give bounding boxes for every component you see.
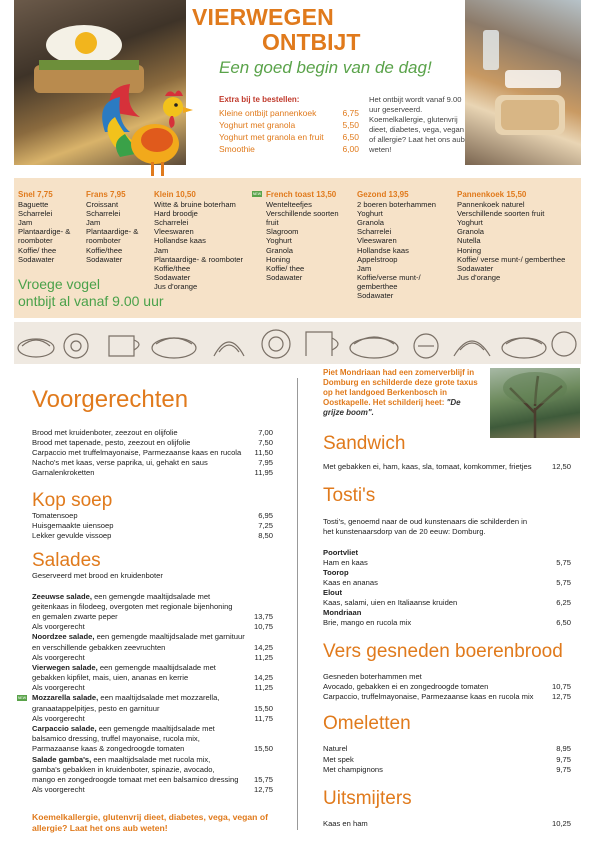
salades-subtitle: Geserveerd met brood en kruidenboter bbox=[32, 571, 163, 580]
tostis-intro: het kunstenaarsdorp van de 20 eeuw: Domburg. bbox=[323, 527, 486, 536]
mondriaan-quote: "De grijze boom". bbox=[323, 398, 461, 417]
breakfast-note: Het ontbijt wordt vanaf 9.00 uur geserveerd. Koemelkallergie, glutenvrij dieet, diabetes, vega, vegan of allergie? Laat het ons aub weten! bbox=[369, 95, 465, 154]
salad-name: Vierwegen salade, bbox=[32, 663, 98, 672]
breakfast-title: French toast 13,50 bbox=[266, 190, 337, 199]
breakfast-column bbox=[357, 190, 449, 300]
breakfast-item: Appelstroop bbox=[357, 254, 398, 264]
salad-desc-text: een gemengde maaltijdsalade met bbox=[96, 724, 215, 733]
breakfast-item: Verschillende soorten bbox=[266, 209, 339, 219]
salad-desc bbox=[32, 693, 219, 702]
menu-row bbox=[323, 819, 571, 828]
menu-row bbox=[32, 511, 273, 520]
salad-desc-text: en verschillende gebakken zeevruchten bbox=[32, 643, 166, 652]
menu-row bbox=[32, 775, 273, 784]
breakfast-item: Pannenkoek naturel bbox=[457, 200, 525, 210]
extras-heading: Extra bij te bestellen: bbox=[219, 95, 300, 104]
menu-item-price: 6,50 bbox=[556, 618, 571, 627]
menu-item-name: Tomatensoep bbox=[32, 511, 78, 520]
menu-row bbox=[323, 692, 571, 701]
menu-item-price: 15,50 bbox=[253, 704, 273, 713]
menu-row bbox=[32, 622, 273, 631]
breakfast-item: Koffie/thee bbox=[154, 263, 191, 273]
breakfast-title: Klein 10,50 bbox=[154, 190, 196, 199]
breakfast-item: Yoghurt bbox=[357, 209, 383, 219]
bread-table-illustration bbox=[465, 0, 581, 165]
menu-row bbox=[32, 612, 273, 621]
menu-item-price: 10,25 bbox=[551, 819, 571, 828]
breakfast-sketch-band bbox=[14, 322, 581, 364]
salad-desc-text: Parmazaanse kaas & zongedroogde tomaten bbox=[32, 744, 185, 753]
salad-desc-text: mango en zongedroogde tomaat met een balsamico dressing bbox=[32, 775, 239, 784]
boerenbrood-intro: Gesneden boterhammen met bbox=[323, 672, 422, 681]
breakfast-item: 2 boeren boterhammen bbox=[357, 200, 436, 210]
breakfast-item: Koffie/ verse munt-/ gemberthee bbox=[457, 254, 566, 264]
salad-desc bbox=[32, 755, 210, 764]
menu-row bbox=[323, 462, 571, 471]
menu-row bbox=[323, 744, 571, 753]
breakfast-item: Witte & bruine boterham bbox=[154, 200, 236, 210]
menu-item-price: 8,50 bbox=[258, 531, 273, 540]
salad-desc-text: een gemengde maaltijdsalade met garnituur bbox=[94, 632, 245, 641]
menu-item-price: 6,95 bbox=[258, 511, 273, 520]
extra-item bbox=[219, 120, 359, 130]
breakfast-item: Wentelteefjes bbox=[266, 200, 312, 210]
menu-item-price: 12,75 bbox=[253, 785, 273, 794]
breakfast-column bbox=[266, 190, 348, 282]
menu-row bbox=[32, 458, 273, 467]
menu-row bbox=[323, 598, 571, 607]
breakfast-item: Plantaardige- & roomboter bbox=[154, 254, 244, 264]
menu-item-name: Huisgemaakte uiensoep bbox=[32, 521, 114, 530]
breakfast-item: Granola bbox=[357, 218, 385, 228]
extra-item bbox=[219, 132, 359, 142]
breakfast-item: Sodawater bbox=[357, 291, 394, 301]
menu-item-price: 10,75 bbox=[551, 682, 571, 691]
salad-desc-text: granaatappelpitjes, pesto en garnituur bbox=[32, 704, 160, 713]
new-badge: NEW bbox=[252, 192, 262, 196]
breakfast-item: Yoghurt bbox=[457, 218, 483, 228]
menu-item-price: 11,75 bbox=[254, 714, 273, 723]
salad-desc bbox=[32, 724, 215, 733]
menu-item-price: 13,75 bbox=[253, 612, 273, 621]
breakfast-item: Scharrelei bbox=[357, 227, 392, 237]
menu-item-price: 8,95 bbox=[556, 744, 571, 753]
menu-row bbox=[32, 704, 273, 713]
salad-desc bbox=[32, 632, 245, 641]
breakfast-item: Plantaardige- & bbox=[86, 227, 139, 237]
menu-row bbox=[323, 755, 571, 764]
section-title-sandwich: Sandwich bbox=[323, 433, 406, 454]
breakfast-column bbox=[18, 190, 84, 264]
breakfast-item: roomboter bbox=[18, 236, 53, 246]
menu-item-name: Nacho's met kaas, verse paprika, ui, gehakt en saus bbox=[32, 458, 208, 467]
breakfast-item: Jus d'orange bbox=[154, 281, 198, 291]
salad-desc-text: een maaltijdsalade met mozzarella, bbox=[98, 693, 220, 702]
menu-item-name: Met gebakken ei, ham, kaas, sla, tomaat, komkommer, frietjes bbox=[323, 462, 532, 471]
salad-desc-text: een maaltijdsalade met rucola mix, bbox=[91, 755, 211, 764]
salad-name: Noordzee salade, bbox=[32, 632, 95, 641]
breakfast-item: Scharrelei bbox=[154, 218, 189, 228]
breakfast-item: Koffie/verse munt-/ bbox=[357, 272, 421, 282]
starter-label: Als voorgerecht bbox=[32, 622, 85, 631]
menu-item-name: Naturel bbox=[323, 744, 348, 753]
menu-item-price: 9,75 bbox=[556, 755, 571, 764]
salad-desc bbox=[32, 663, 216, 672]
menu-item-name: Brie, mango en rucola mix bbox=[323, 618, 412, 627]
tosti-name: Poortvliet bbox=[323, 548, 359, 557]
menu-item-price: 11,95 bbox=[254, 468, 273, 477]
menu-item-price: 15,75 bbox=[253, 775, 273, 784]
breakfast-column bbox=[154, 190, 252, 291]
allergy-notice: Koemelkallergie, glutenvrij dieet, diabetes, vega, vegan of allergie? Laat het ons aub weten! bbox=[32, 812, 268, 833]
menu-item-name: Met champignons bbox=[323, 765, 383, 774]
menu-item-price: 10,75 bbox=[253, 622, 273, 631]
menu-item-price: 7,00 bbox=[258, 428, 273, 437]
salad-desc-text: gamba's gebakken in kruidenboter, spinazie, avocado, bbox=[32, 765, 215, 774]
starter-label: Als voorgerecht bbox=[32, 683, 85, 692]
section-title-omeletten: Omeletten bbox=[323, 713, 411, 734]
extra-name: Yoghurt met granola bbox=[219, 120, 296, 130]
breakfast-title: Frans 7,95 bbox=[86, 190, 126, 199]
breakfast-item: Honing bbox=[266, 254, 291, 264]
salad-desc bbox=[32, 592, 210, 601]
breakfast-item: Hollandse kaas bbox=[357, 245, 409, 255]
menu-row bbox=[323, 682, 571, 691]
menu-row bbox=[32, 531, 273, 540]
menu-item-name: Met spek bbox=[323, 755, 354, 764]
breakfast-item: Plantaardige- & bbox=[18, 227, 71, 237]
menu-item-price: 14,25 bbox=[253, 673, 273, 682]
section-title-tostis: Tosti's bbox=[323, 485, 376, 506]
breakfast-item: roomboter bbox=[86, 236, 121, 246]
salad-name: Zeeuwse salade, bbox=[32, 592, 92, 601]
menu-item-price: 11,50 bbox=[254, 448, 273, 457]
breakfast-item: Nutella bbox=[457, 236, 481, 246]
breakfast-item: fruit bbox=[266, 218, 279, 228]
menu-item-price: 11,25 bbox=[254, 653, 273, 662]
breakfast-item: Baguette bbox=[18, 200, 49, 210]
starter-label: Als voorgerecht bbox=[32, 785, 85, 794]
menu-item-price: 12,75 bbox=[551, 692, 571, 701]
menu-item-price: 7,95 bbox=[258, 458, 273, 467]
menu-item-price: 9,75 bbox=[556, 765, 571, 774]
salad-name: Salade gamba's, bbox=[32, 755, 92, 764]
menu-item-price: 7,25 bbox=[258, 521, 273, 530]
breakfast-column bbox=[86, 190, 152, 264]
section-title-salades: Salades bbox=[32, 550, 101, 571]
breakfast-sketch-illustration bbox=[14, 322, 581, 364]
menu-item-price: 12,50 bbox=[551, 462, 571, 471]
extra-item bbox=[219, 144, 359, 154]
menu-item-name: Brood met kruidenboter, zeezout en olijfolie bbox=[32, 428, 178, 437]
menu-item-name: Carpaccio met truffelmayonaise, Parmezaanse kaas en rucola bbox=[32, 448, 242, 457]
extra-name: Kleine ontbijt pannenkoek bbox=[219, 108, 317, 118]
title-line-2: ONTBIJT bbox=[262, 29, 361, 55]
salad-desc-text: gebakken kipfilet, mais, uien, ananas en kerrie bbox=[32, 673, 189, 682]
section-title-kop-soep: Kop soep bbox=[32, 490, 113, 511]
breakfast-photo-right bbox=[465, 0, 581, 165]
breakfast-item: Sodawater bbox=[18, 254, 55, 264]
breakfast-item: Koffie/thee bbox=[86, 245, 123, 255]
menu-row bbox=[32, 428, 273, 437]
breakfast-item: Hard broodje bbox=[154, 209, 198, 219]
menu-item-price: 5,75 bbox=[556, 578, 571, 587]
starter-label: Als voorgerecht bbox=[32, 714, 85, 723]
breakfast-item: Jam bbox=[18, 218, 33, 228]
extra-item bbox=[219, 108, 359, 118]
menu-item-name: Kaas, salami, uien en Italiaanse kruiden bbox=[323, 598, 458, 607]
menu-item-name: Carpaccio, truffelmayonaise, Parmezaanse kaas en rucola mix bbox=[323, 692, 534, 701]
menu-item-name: Ham en kaas bbox=[323, 558, 368, 567]
breakfast-item: Koffie/ thee bbox=[18, 245, 57, 255]
menu-item-price: 6,25 bbox=[556, 598, 571, 607]
menu-item-price: 7,50 bbox=[258, 438, 273, 447]
salad-desc-text: een gemengde maaltijdsalade met bbox=[97, 663, 216, 672]
column-divider bbox=[297, 378, 298, 830]
new-badge: NEW bbox=[17, 696, 27, 700]
breakfast-item: Verschillende soorten fruit bbox=[457, 209, 545, 219]
breakfast-item: Granola bbox=[266, 245, 294, 255]
tostis-intro: Tosti's, genoemd naar de oud kunstenaars die schilderden in bbox=[323, 517, 528, 526]
menu-row bbox=[323, 765, 571, 774]
breakfast-item: Jus d'orange bbox=[457, 272, 501, 282]
tree-illustration bbox=[490, 368, 580, 438]
extra-price: 6,75 bbox=[342, 108, 359, 118]
mondriaan-text: Piet Mondriaan had een zomerverblijf in Domburg en schilderde deze grote taxus op het landgoed Berkenbosch in Oostkapelle. Het schilderij heet: bbox=[323, 368, 478, 407]
rooster-icon bbox=[95, 72, 205, 180]
menu-item-price: 14,25 bbox=[253, 643, 273, 652]
starter-label: Als voorgerecht bbox=[32, 653, 85, 662]
menu-row bbox=[32, 714, 273, 723]
menu-row bbox=[32, 438, 273, 447]
menu-item-name: Lekker gevulde vissoep bbox=[32, 531, 112, 540]
menu-row bbox=[32, 448, 273, 457]
breakfast-column bbox=[457, 190, 579, 282]
menu-row bbox=[32, 521, 273, 530]
salad-desc-text: balsamico dressing, truffel mayonaise, rucola mix, bbox=[32, 734, 200, 743]
tosti-name: Mondriaan bbox=[323, 608, 362, 617]
breakfast-item: Croissant bbox=[86, 200, 119, 210]
breakfast-item: Jam bbox=[357, 263, 372, 273]
menu-row bbox=[32, 653, 273, 662]
extra-price: 6,50 bbox=[342, 132, 359, 142]
menu-row bbox=[323, 578, 571, 587]
breakfast-item: Honing bbox=[457, 245, 482, 255]
early-bird-line: ontbijt al vanaf 9.00 uur bbox=[18, 293, 164, 309]
menu-item-price: 5,75 bbox=[556, 558, 571, 567]
breakfast-item: Sodawater bbox=[457, 263, 494, 273]
salad-desc-text: en gemalen zwarte peper bbox=[32, 612, 118, 621]
menu-row bbox=[32, 683, 273, 692]
breakfast-item: Jam bbox=[154, 245, 169, 255]
breakfast-title: Snel 7,75 bbox=[18, 190, 53, 199]
extra-name: Yoghurt met granola en fruit bbox=[219, 132, 324, 142]
breakfast-item: Sodawater bbox=[86, 254, 123, 264]
breakfast-item: Koffie/ thee bbox=[266, 263, 305, 273]
breakfast-item: Scharrelei bbox=[86, 209, 121, 219]
breakfast-item: Vleeswaren bbox=[154, 227, 194, 237]
menu-item-price: 11,25 bbox=[254, 683, 273, 692]
tosti-name: Toorop bbox=[323, 568, 349, 577]
menu-row bbox=[323, 618, 571, 627]
menu-row bbox=[323, 558, 571, 567]
tagline: Een goed begin van de dag! bbox=[219, 58, 432, 77]
breakfast-item: Vleeswaren bbox=[357, 236, 397, 246]
menu-item-name: Kaas en ham bbox=[323, 819, 368, 828]
menu-item-name: Kaas en ananas bbox=[323, 578, 378, 587]
menu-row bbox=[32, 785, 273, 794]
menu-row bbox=[32, 643, 273, 652]
breakfast-title: Pannenkoek 15,50 bbox=[457, 190, 527, 199]
extra-name: Smoothie bbox=[219, 144, 255, 154]
salad-name: Carpaccio salade, bbox=[32, 724, 97, 733]
section-title-voorgerechten: Voorgerechten bbox=[32, 386, 189, 413]
grey-tree-photo bbox=[490, 368, 580, 438]
menu-row bbox=[32, 673, 273, 682]
section-title-uitsmijters: Uitsmijters bbox=[323, 788, 412, 809]
menu-row bbox=[32, 468, 273, 477]
menu-item-price: 15,50 bbox=[253, 744, 273, 753]
breakfast-item: Jam bbox=[86, 218, 101, 228]
breakfast-item: Sodawater bbox=[266, 272, 303, 282]
salad-name: Mozzarella salade, bbox=[32, 693, 99, 702]
breakfast-item: Scharrelei bbox=[18, 209, 53, 219]
salad-desc-text: geitenkaas in filodeeg, overgoten met regionale bijenhoning bbox=[32, 602, 233, 611]
extra-price: 6,00 bbox=[342, 144, 359, 154]
menu-item-name: Garnalenkroketten bbox=[32, 468, 95, 477]
menu-item-name: Brood met tapenade, pesto, zeezout en olijfolie bbox=[32, 438, 191, 447]
breakfast-item: Slagroom bbox=[266, 227, 299, 237]
breakfast-item: Hollandse kaas bbox=[154, 236, 206, 246]
extra-price: 5,50 bbox=[342, 120, 359, 130]
section-title-boerenbrood: Vers gesneden boerenbrood bbox=[323, 641, 563, 662]
breakfast-item: Sodawater bbox=[154, 272, 191, 282]
mondriaan-note bbox=[323, 368, 483, 418]
breakfast-item: Yoghurt bbox=[266, 236, 292, 246]
breakfast-item: Granola bbox=[457, 227, 485, 237]
early-bird-line: Vroege vogel bbox=[18, 276, 100, 292]
tosti-name: Elout bbox=[323, 588, 342, 597]
menu-item-name: Avocado, gebakken ei en zongedroogde tomaten bbox=[323, 682, 489, 691]
early-bird-text bbox=[18, 276, 164, 310]
title-line-1: VIERWEGEN bbox=[192, 4, 334, 30]
salad-desc-text: een gemengde maaltijdsalade met bbox=[91, 592, 211, 601]
breakfast-item: gemberthee bbox=[357, 281, 398, 291]
menu-row bbox=[32, 744, 273, 753]
breakfast-title: Gezond 13,95 bbox=[357, 190, 409, 199]
